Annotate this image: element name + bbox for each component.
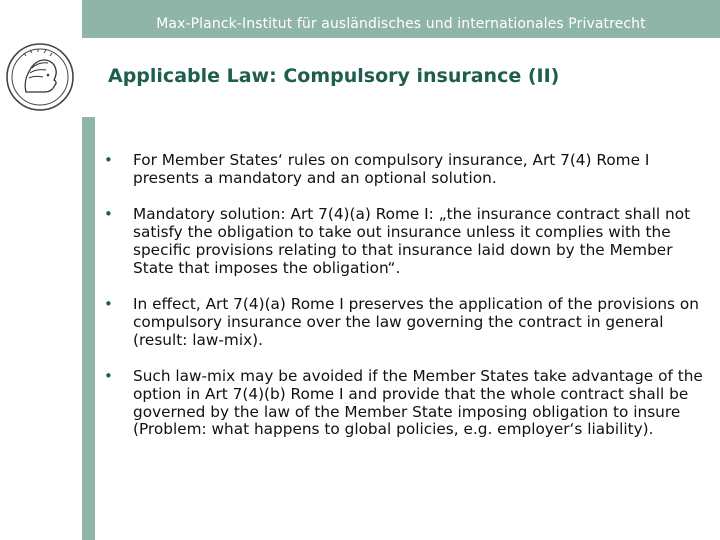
bullet-icon: • [104, 151, 113, 169]
bullet-list [104, 152, 704, 439]
logo [0, 38, 82, 116]
bullet-icon: • [104, 295, 113, 314]
bullet-text: Mandatory solution: Art 7(4)(a) Rome I: „the insurance contract shall not satisfy the obligation to take out insurance unless it complies with the specific provisions relating to that insurance laid down by the Member State that imposes the obligation“. [133, 205, 691, 277]
list-item [104, 206, 704, 277]
bullet-text: Such law-mix may be avoided if the Member States take advantage of the option in Art 7(4)(b) Rome I and provide that the whole contract shall be governed by the law of the Member State imposing obligation to insure (Problem: what happens to global policies, e.g. employer‘s liability). [133, 367, 703, 439]
list-item [104, 152, 704, 187]
bullet-icon: • [104, 205, 113, 224]
institute-name: Max-Planck-Institut für ausländisches und internationales Privatrecht [156, 16, 646, 32]
bullet-text: In effect, Art 7(4)(a) Rome I preserves the application of the provisions on compulsory insurance over the law governing the contract in general (result: law-mix). [133, 295, 699, 349]
list-item [104, 368, 704, 439]
slide-title: Applicable Law: Compulsory insurance (II) [108, 65, 560, 87]
minerva-head-seal-icon [2, 40, 78, 114]
bullet-text: For Member States‘ rules on compulsory insurance, Art 7(4) Rome I presents a mandatory and an optional solution. [133, 151, 650, 187]
side-band [82, 117, 95, 540]
list-item [104, 296, 704, 349]
bullet-icon: • [104, 367, 113, 386]
header-band [82, 0, 720, 38]
